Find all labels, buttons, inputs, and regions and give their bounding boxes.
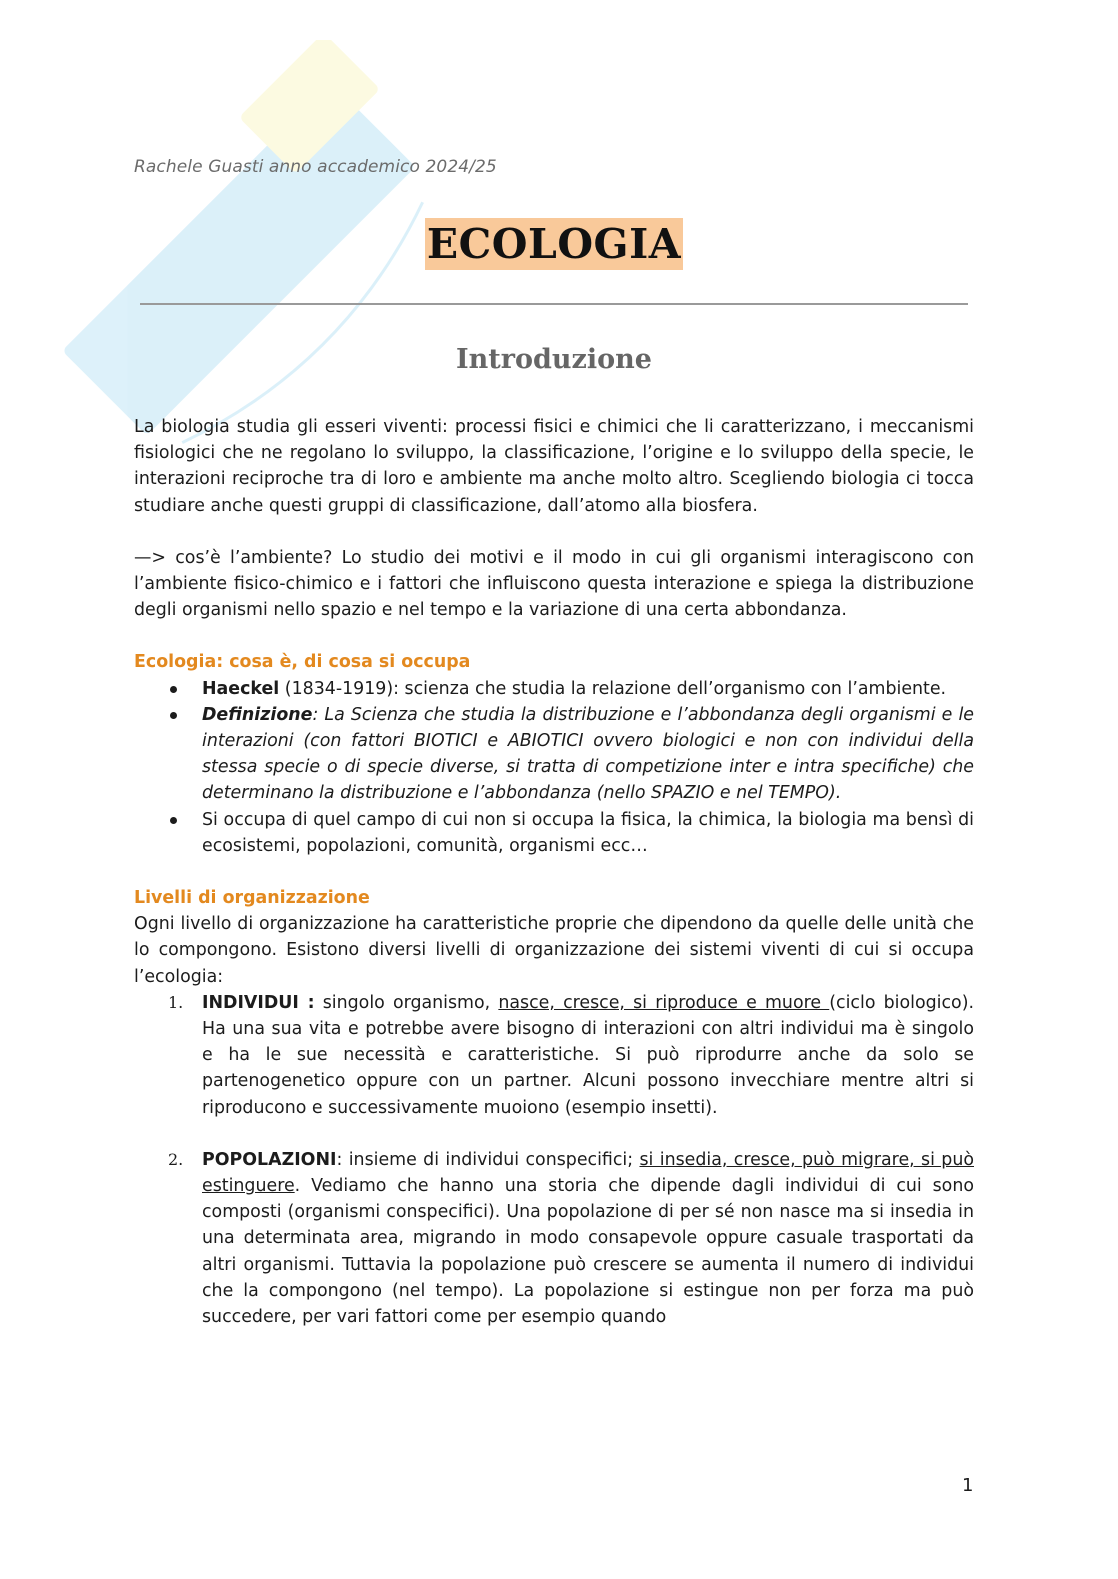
item-number: 1. (168, 992, 184, 1012)
popolazioni-text-post: . Vediamo che hanno una storia che dipende dagli individui di cui sono composti (organismi conspecifici). Una popolazione di per sé non nasce ma si insedia in una determinata area, migrando in modo consapevole oppure casuale trasportati da altri organismi. Tuttavia la popolazione può crescere se aumenta il numero di individui che la compongono (nel tempo). La popolazione si estingue non per forza ma può succedere, per vari fattori come per esempio quando (202, 1176, 974, 1328)
definizione-text: : La Scienza che studia la distribuzione e l’abbondanza degli organismi e le interazioni (con fattori BIOTICI e ABIOTICI ovvero biologici e non con individui della stessa specie o di specie diverse, si tratta di competizione inter e intra specifiche) che determinano la distribuzione e l’abbondanza (nello SPAZIO e nel TEMPO). (202, 704, 974, 804)
bullet-icon (170, 686, 177, 693)
individui-underlined: nasce, cresce, si riproduce e muore (498, 992, 830, 1013)
list-item (134, 807, 974, 859)
intro-paragraph-1: La biologia studia gli esseri viventi: processi fisici e chimici che li caratterizzano, i meccanismi fisiologici che ne regolano lo sviluppo, la classificazione, l’origine e lo sviluppo della specie, le interazioni reciproche tra di loro e ambiente ma anche molto altro. Scegliendo biologia ci tocca studiare anche questi gruppi di classificazione, dall’atomo alla biosfera. (134, 417, 974, 516)
haeckel-label: Haeckel (202, 678, 280, 699)
page-number: 1 (962, 1475, 974, 1496)
list-item (134, 676, 974, 702)
occupa-text: Si occupa di quel campo di cui non si occupa la fisica, la chimica, la biologia ma bensì di ecosistemi, popolazioni, comunità, organismi ecc… (202, 809, 974, 856)
popolazioni-underlined: si insedia, cresce, può migrare, si può estinguere (202, 1149, 974, 1197)
intro-paragraph-2: —> cos’è l’ambiente? Lo studio dei motivi e il modo in cui gli organismi interagiscono con l’ambiente fisico-chimico e i fattori che influiscono questa interazione e spiega la distribuzione degli organismi nello spazio e nel tempo e la variazione di una certa abbondanza. (134, 547, 974, 621)
author-line: Rachele Guasti anno accademico 2024/25 (134, 157, 497, 177)
section-title: Introduzione (456, 344, 652, 375)
individui-text-post: (ciclo biologico). Ha una sua vita e potrebbe avere bisogno di interazioni con altri individui ma è singolo e ha le sue necessità e caratteristiche. Si può riprodurre anche da solo se partenogenetico oppure con un partner. Alcuni possono invecchiare mentre altri si riproducono e successivamente muoiono (esempio insetti). (202, 992, 975, 1118)
heading-ecologia: Ecologia: cosa è, di cosa si occupa (134, 652, 471, 673)
document-title: ECOLOGIA (426, 220, 682, 268)
document-body (134, 414, 974, 1330)
ecologia-list (134, 676, 974, 859)
title-wrap (134, 218, 974, 270)
bullet-icon (170, 712, 177, 719)
livelli-intro: Ogni livello di organizzazione ha caratteristiche proprie che dipendono da quelle delle unità che lo compongono. Esistono diversi livelli di organizzazione dei sistemi viventi di cui si occupa l’ecologia: (134, 914, 974, 987)
popolazioni-text-pre: : insieme di individui conspecifici; (336, 1149, 640, 1170)
horizontal-rule (140, 303, 968, 305)
list-item (134, 990, 974, 1121)
item-number: 2. (168, 1149, 184, 1169)
list-item (134, 1147, 974, 1330)
individui-text-pre: singolo organismo, (314, 992, 499, 1013)
individui-label: INDIVIDUI : (202, 992, 315, 1013)
livelli-list (134, 990, 974, 1330)
haeckel-text: (1834-1919): scienza che studia la relazione dell’organismo con l’ambiente. (279, 678, 947, 699)
heading-livelli: Livelli di organizzazione (134, 888, 370, 909)
bullet-icon (170, 817, 177, 824)
popolazioni-label: POPOLAZIONI (202, 1149, 337, 1170)
list-item (134, 702, 974, 807)
definizione-label: Definizione (202, 704, 313, 725)
